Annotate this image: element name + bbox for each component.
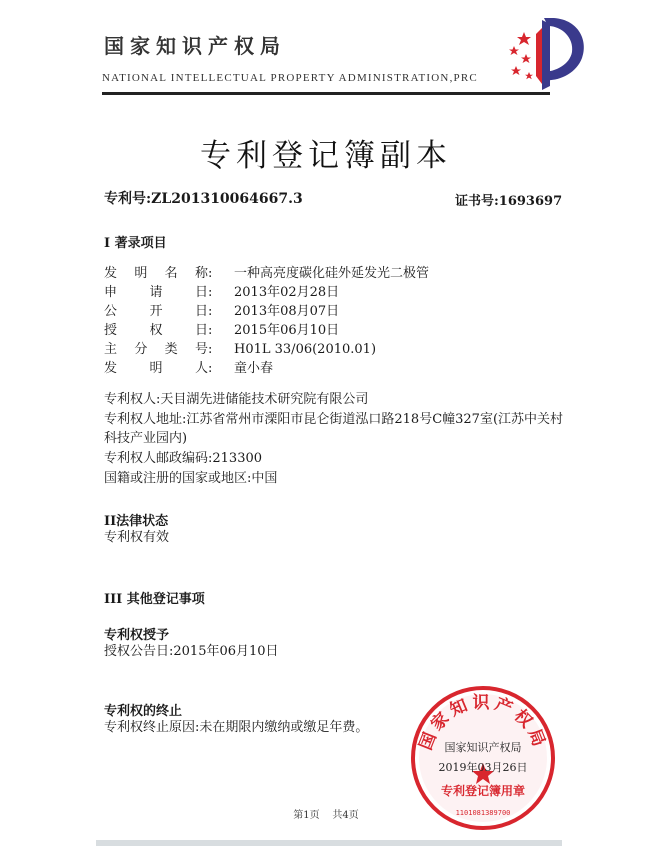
field-label: 主分类号 [104, 342, 208, 357]
field-colon: : [208, 266, 213, 281]
termination-subtitle: 专利权的终止 [104, 704, 183, 719]
header-rule [102, 92, 550, 95]
termination-reason: 专利权终止原因:未在期限内缴纳或缴足年费。 [104, 720, 369, 735]
field-value: H01L 33/06(2010.01) [234, 342, 377, 357]
section-2-title: II法律状态 [104, 514, 169, 529]
patentee-postcode: 专利权人邮政编码:213300 [104, 451, 263, 466]
section-1-title: I 著录项目 [104, 236, 167, 251]
patentee-country: 国籍或注册的国家或地区:中国 [104, 471, 278, 486]
cnipa-logo-icon [496, 14, 590, 92]
grant-announcement-date: 授权公告日:2015年06月10日 [104, 644, 279, 659]
field-row-invention-name [104, 262, 604, 281]
seal-date-text: 2019年03月26日 [438, 761, 528, 774]
field-row-main-classification [104, 338, 604, 357]
field-colon: : [208, 285, 213, 300]
field-value: 一种高亮度碳化硅外延发光二极管 [234, 266, 430, 281]
patentee-address-line-1: 专利权人地址:江苏省常州市溧阳市昆仑街道泓口路218号C幢327室(江苏中关村 [104, 412, 564, 427]
page-number: 第1页 共4页 [293, 810, 359, 821]
bottom-border [96, 840, 562, 846]
section-3-title: III 其他登记事项 [104, 592, 205, 607]
document-title: 专利登记簿副本 [200, 138, 452, 174]
org-name-cn: 国家知识产权局 [104, 34, 286, 58]
field-value: 2013年02月28日 [234, 285, 340, 300]
seal-ring-text: 国家知识产权局 [415, 693, 551, 753]
certificate-number: 证书号:1693697 [455, 194, 563, 209]
field-value: 童小春 [234, 361, 274, 376]
seal-label-text: 专利登记簿用章 [440, 784, 526, 798]
field-colon: : [208, 304, 213, 319]
patentee-address-line-2: 科技产业园内) [104, 431, 188, 446]
field-label: 发明人 [104, 361, 208, 376]
field-value: 2013年08月07日 [234, 304, 340, 319]
field-colon: : [208, 361, 213, 376]
field-row-inventor [104, 357, 604, 376]
field-row-application-date [104, 281, 604, 300]
field-label: 申请日 [104, 285, 208, 300]
seal-serial-text: 1101081389700 [455, 809, 511, 817]
field-row-grant-date [104, 319, 604, 338]
org-name-en: NATIONAL INTELLECTUAL PROPERTY ADMINISTRATION,PRC [102, 72, 478, 84]
field-label: 发明名称 [104, 266, 208, 281]
seal-org-text: 国家知识产权局 [444, 741, 522, 754]
field-label: 授权日 [104, 323, 208, 338]
patentee-name: 专利权人:天目湖先进储能技术研究院有限公司 [104, 392, 369, 407]
field-colon: : [208, 323, 213, 338]
field-label: 公开日 [104, 304, 208, 319]
grant-subtitle: 专利权授予 [104, 628, 170, 643]
patent-number: 专利号:ZL201310064667.3 [104, 191, 303, 207]
field-row-publication-date [104, 300, 604, 319]
field-colon: : [208, 342, 213, 357]
field-value: 2015年06月10日 [234, 323, 340, 338]
legal-status: 专利权有效 [104, 530, 170, 545]
